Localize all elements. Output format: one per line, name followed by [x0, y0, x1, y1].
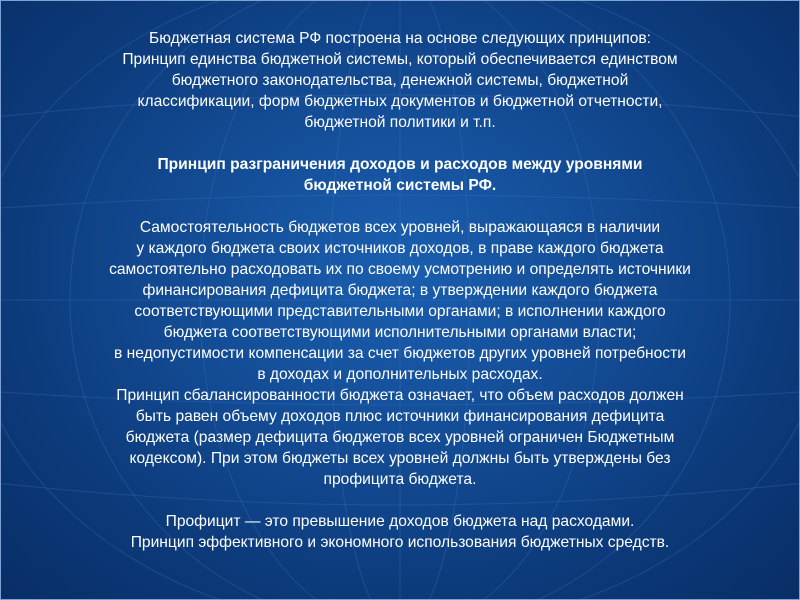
spacer [20, 133, 780, 154]
text-line: кодексом). При этом бюджеты всех уровней должны быть утверждены без [129, 450, 671, 467]
text-line: в доходах и дополнительных расходах. [257, 366, 543, 383]
text-line: Принцип сбалансированности бюджета означает, что объем расходов должен [116, 387, 684, 404]
bold-heading-block [20, 154, 780, 196]
text-line: бюджета (размер дефицита бюджетов всех уровней ограничен Бюджетным [125, 429, 675, 446]
text-line: финансирования дефицита бюджета; в утверждении каждого бюджета [142, 282, 658, 299]
spacer [20, 490, 780, 511]
text-line: в недопустимости компенсации за счет бюджетов других уровней потребности [114, 345, 686, 362]
bold-heading-line: бюджетной системы РФ. [303, 177, 497, 194]
text-line: соответствующими представительными органами; в исполнении каждого [134, 303, 666, 320]
surplus-block [20, 511, 780, 553]
text-line: самостоятельно расходовать их по своему усмотрению и определять источники [109, 261, 691, 278]
text-line: бюджетной политики и т.п. [304, 114, 496, 131]
text-line: профицита бюджета. [323, 471, 477, 488]
text-line: Бюджетная система РФ построена на основе следующих принципов: [148, 30, 652, 47]
text-line: Профицит — это превышение доходов бюджета над расходами. [165, 513, 635, 530]
text-line: быть равен объему доходов плюс источники финансирования дефицита [135, 408, 665, 425]
intro-block [20, 28, 780, 133]
text-line: классификации, форм бюджетных документов и бюджетной отчетности, [137, 93, 663, 110]
text-line: бюджета соответствующими исполнительными органами власти; [163, 324, 637, 341]
text-line: Самостоятельность бюджетов всех уровней, выражающаяся в наличии [139, 219, 661, 236]
independence-block [20, 217, 780, 490]
text-line: Принцип эффективного и экономного использования бюджетных средств. [130, 534, 670, 551]
spacer [20, 196, 780, 217]
text-line: бюджетного законодательства, денежной системы, бюджетной [171, 72, 629, 89]
text-line: у каждого бюджета своих источников доходов, в праве каждого бюджета [136, 240, 664, 257]
text-line: Принцип единства бюджетной системы, который обеспечивается единством [122, 51, 678, 68]
slide-text [20, 28, 780, 553]
bold-heading-line: Принцип разграничения доходов и расходов между уровнями [157, 156, 643, 173]
